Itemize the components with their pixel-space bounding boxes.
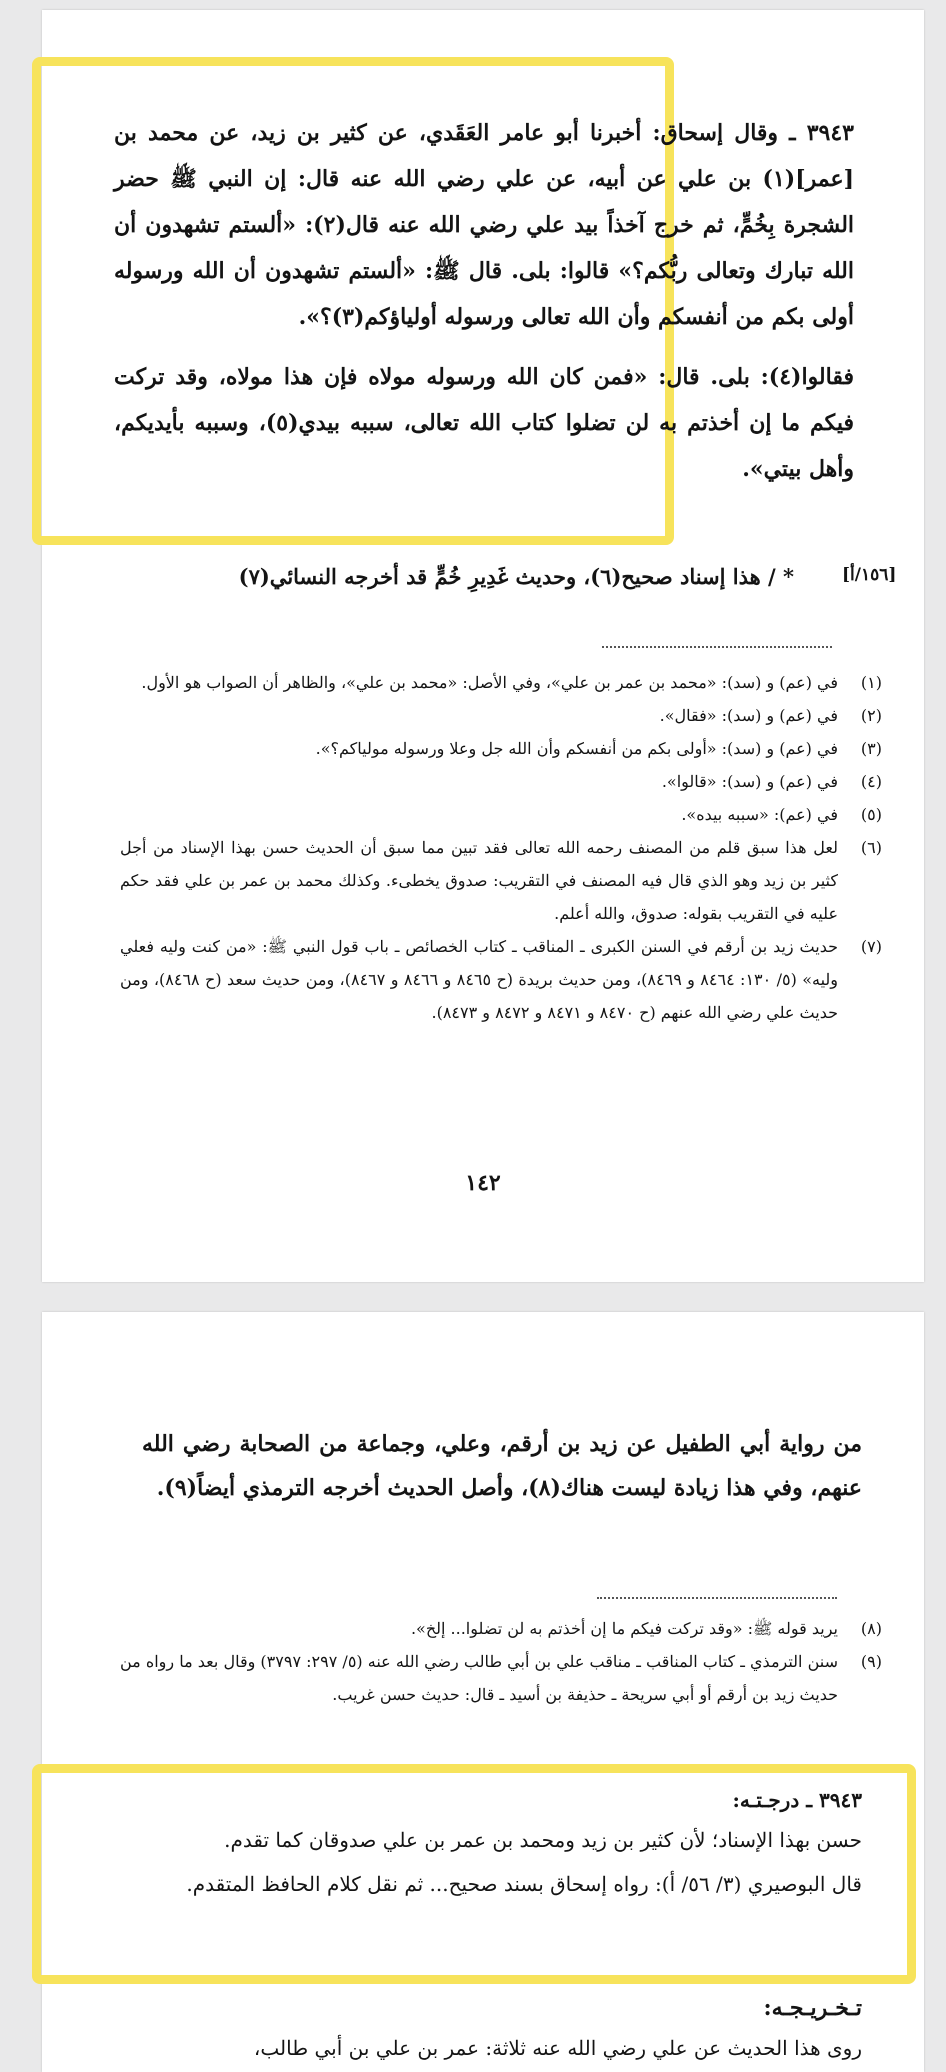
footnote-item: (٩) سنن الترمذي ـ كتاب المناقب ـ مناقب علي بن أبي طالب رضي الله عنه (٥/ ٢٩٧: ٣٧٩٧) وقال بعد ما رواه من حديث زيد بن أرقم أو أبي سريحة ـ حذيفة بن أسيد ـ قال: حديث حسن غريب. <box>120 1652 882 1704</box>
takhrij-text: روى هذا الحديث عن علي رضي الله عنه ثلاثة: عمر بن علي بن أبي طالب، <box>253 2036 862 2060</box>
footnote-item: (١) في (عم) و (سد): «محمد بن عمر بن علي»، وفي الأصل: «محمد بن علي»، والظاهر أن الصواب هو الأول. <box>141 673 882 692</box>
footnote-item: (٢) في (عم) و (سد): «فقال». <box>659 706 882 725</box>
isnad-verdict-line: * / هذا إسناد صحيح(٦)، وحديث غَدِيرِ خُمٍّ قد أخرجه النسائي(٧) <box>238 564 794 589</box>
takhrij-section <box>117 1990 862 2070</box>
takhrij-heading: تـخـريـجـه: <box>763 1995 862 2021</box>
document-page-2 <box>42 1312 924 2072</box>
continuation-paragraph: من رواية أبي الطفيل عن زيد بن أرقم، وعلي، وجماعة من الصحابة رضي الله عنهم، وفي هذا زيادة ليست هناك(٨)، وأصل الحديث أخرجه الترمذي أيضاً(٩). <box>142 1431 862 1501</box>
footnote-separator <box>602 646 832 648</box>
footnotes-page-1 <box>120 666 882 1029</box>
footnote-item: (٣) في (عم) و (سد): «أولى بكم من أنفسكم وأن الله جل وعلا ورسوله مولياكم؟». <box>315 739 882 758</box>
footnote-item: (٦) لعل هذا سبق قلم من المصنف رحمه الله تعالى فقد تبين مما سبق أن الحديث حسن بهذا الإسناد من أجل كثير بن زيد وهو الذي قال فيه المصنف في التقريب: صدوق يخطىء. وكذلك محمد بن عمر بن علي فقد حكم عليه في التقريب بقوله: صدوق، والله أعلم. <box>120 838 882 923</box>
footnote-item: (٨) يريد قوله ﷺ: «وقد تركت فيكم ما إن أخذتم به لن تضلوا... إلخ». <box>410 1619 882 1638</box>
document-page-1 <box>42 10 924 1282</box>
footnote-separator <box>597 1597 837 1599</box>
grade-section <box>117 1782 862 1906</box>
footnote-item: (٥) في (عم): «سببه بيده». <box>681 805 882 824</box>
hadith-text-block <box>114 110 854 492</box>
hadith-paragraph-2: فقالوا(٤): بلى. قال: «فمن كان الله ورسوله مولاه فإن هذا مولاه، وقد تركت فيكم ما إن أخذتم به لن تضلوا كتاب الله تعالى، سببه بيدي(٥)، وسببه بأيديكم، وأهل بيتي». <box>114 364 854 482</box>
footnote-item: (٤) في (عم) و (سد): «قالوا». <box>661 772 882 791</box>
page-number: ١٤٢ <box>465 1170 501 1196</box>
grade-text-2: قال البوصيري (٣/ ٥٦/ أ): رواه إسحاق بسند صحيح... ثم نقل كلام الحافظ المتقدم. <box>186 1872 862 1896</box>
margin-folio-marker: [١٥٦/أ] <box>842 565 897 585</box>
hadith-paragraph-1: ٣٩٤٣ ـ وقال إسحاق: أخبرنا أبو عامر العَقَدي، عن كثير بن زيد، عن محمد بن [عمر](١) بن علي عن أبيه، عن علي رضي الله عنه قال: إن النبي ﷺ حضر الشجرة بِخُمٍّ، ثم خرج آخذاً بيد علي رضي الله عنه قال(٢): «ألستم تشهدون أن الله تبارك وتعالى ربُّكم؟» قالوا: بلى. قال ﷺ: «ألستم تشهدون أن الله ورسوله أولى بكم من أنفسكم وأن الله تعالى ورسوله أولياؤكم(٣)؟». <box>114 120 855 330</box>
grade-text-1: حسن بهذا الإسناد؛ لأن كثير بن زيد ومحمد بن عمر بن علي صدوقان كما تقدم. <box>224 1828 862 1852</box>
grade-heading: ٣٩٤٣ ـ درجـتـه: <box>732 1788 862 1812</box>
footnotes-page-2 <box>120 1612 882 1711</box>
footnote-item: (٧) حديث زيد بن أرقم في السنن الكبرى ـ المناقب ـ كتاب الخصائص ـ باب قول النبي ﷺ: «من كنت وليه فعلي وليه» (٥/ ١٣٠: ٨٤٦٤ و ٨٤٦٩)، ومن حديث بريدة (ح ٨٤٦٥ و ٨٤٦٦ و ٨٤٦٧)، ومن حديث سعد (ح ٨٤٦٨)، ومن حديث علي رضي الله عنهم (ح ٨٤٧٠ و ٨٤٧١ و ٨٤٧٢ و ٨٤٧٣). <box>120 937 882 1022</box>
